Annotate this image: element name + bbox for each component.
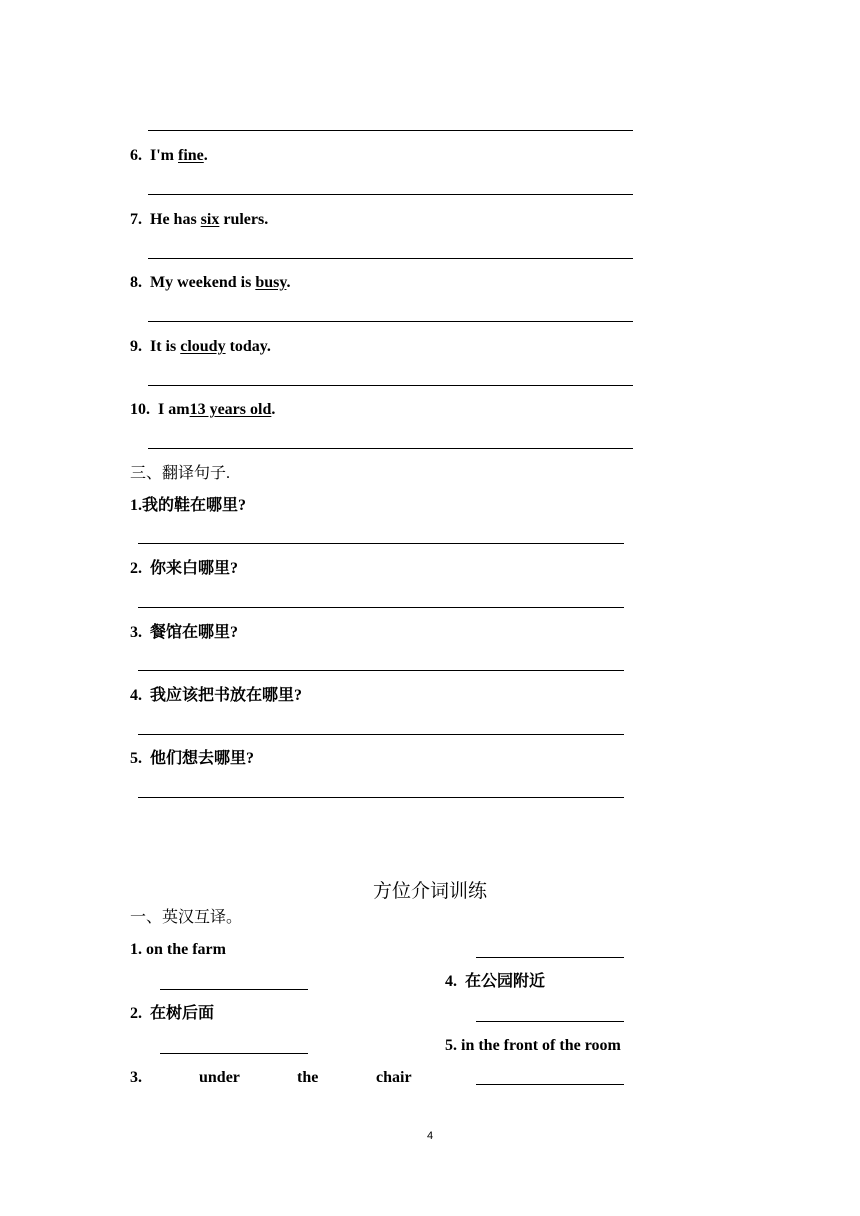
- answer-line[interactable]: [138, 607, 624, 608]
- rewrite-item-10: 10. I am13 years old.: [130, 401, 276, 418]
- answer-line[interactable]: [138, 543, 624, 544]
- underlined-word: cloudy: [180, 338, 226, 355]
- prep-item-2: 2. 在树后面: [130, 1005, 215, 1022]
- underlined-word: fine: [178, 147, 204, 164]
- prep-item-5: 5. in the front of the room: [445, 1037, 621, 1054]
- answer-line[interactable]: [148, 130, 633, 131]
- page-number: 4: [426, 1130, 434, 1142]
- item-number: 6.: [130, 147, 142, 164]
- underlined-word: busy: [255, 274, 287, 291]
- prep-item-3-word: under: [199, 1069, 240, 1086]
- rewrite-item-9: 9. It is cloudy today.: [130, 338, 271, 355]
- answer-line[interactable]: [148, 385, 633, 386]
- answer-line[interactable]: [148, 448, 633, 449]
- answer-line[interactable]: [148, 194, 633, 195]
- translate-item-2: 2. 你来白哪里?: [130, 560, 239, 577]
- prep-item-3-word: chair: [376, 1069, 412, 1086]
- rewrite-item-7: 7. He has six rulers.: [130, 211, 269, 228]
- translate-item-3: 3. 餐馆在哪里?: [130, 624, 239, 641]
- answer-line[interactable]: [476, 1021, 624, 1022]
- translate-item-1: 1.我的鞋在哪里?: [130, 497, 247, 514]
- answer-line[interactable]: [476, 957, 624, 958]
- underlined-word: 13 years old: [189, 401, 272, 418]
- section-title: 方位介词训练: [372, 881, 487, 902]
- rewrite-item-6: 6. I'm fine.: [130, 147, 208, 164]
- answer-line[interactable]: [148, 321, 633, 322]
- answer-line[interactable]: [138, 734, 624, 735]
- rewrite-item-8: 8. My weekend is busy.: [130, 274, 291, 291]
- item-number: 7.: [130, 211, 142, 228]
- prep-item-3-number: 3.: [130, 1069, 142, 1086]
- underlined-word: six: [200, 211, 220, 228]
- item-number: 9.: [130, 338, 142, 355]
- answer-line[interactable]: [160, 989, 308, 990]
- answer-line[interactable]: [138, 797, 624, 798]
- item-number: 10.: [130, 401, 150, 418]
- item-number: 8.: [130, 274, 142, 291]
- answer-line[interactable]: [476, 1084, 624, 1085]
- translate-item-4: 4. 我应该把书放在哪里?: [130, 687, 303, 704]
- prep-item-3-word: the: [297, 1069, 319, 1086]
- answer-line[interactable]: [138, 670, 624, 671]
- answer-line[interactable]: [148, 258, 633, 259]
- translate-item-5: 5. 他们想去哪里?: [130, 750, 255, 767]
- answer-line[interactable]: [160, 1053, 308, 1054]
- prep-heading: 一、英汉互译。: [130, 909, 243, 926]
- prep-item-1: 1. on the farm: [130, 941, 226, 958]
- section-3-heading: 三、翻译句子.: [130, 465, 231, 482]
- prep-item-4: 4. 在公园附近: [445, 973, 546, 990]
